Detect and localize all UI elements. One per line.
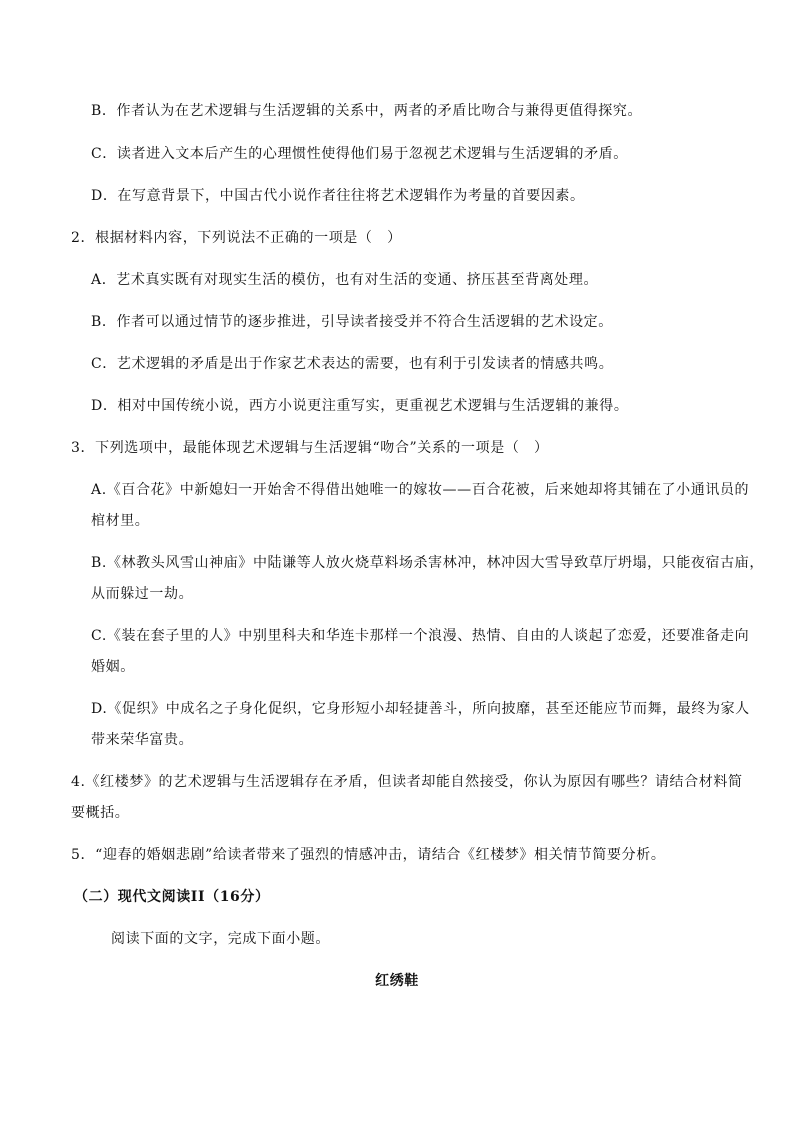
- story-title: 红绣鞋: [375, 973, 419, 989]
- q3-option-b-line2: 从而躲过一劫。: [91, 586, 194, 602]
- q2-option-b: B．作者可以通过情节的逐步推进，引导读者接受并不符合生活逻辑的艺术设定。: [91, 314, 613, 330]
- q1-option-c: C．读者进入文本后产生的心理惯性使得他们易于忽视艺术逻辑与生活逻辑的矛盾。: [91, 146, 628, 162]
- q4-line1: 4.《红楼梦》的艺术逻辑与生活逻辑存在矛盾，但读者却能自然接受，你认为原因有哪些？请结合材料简: [71, 774, 743, 790]
- section-heading: （二）现代文阅读II（16分）: [74, 889, 270, 905]
- q5-stem: 5．“迎春的婚姻悲剧”给读者带来了强烈的情感冲击，请结合《红楼梦》相关情节简要分析。: [71, 847, 666, 863]
- q3-option-d-line2: 带来荣华富贵。: [91, 732, 194, 748]
- q4-line2: 要概括。: [71, 805, 130, 821]
- q1-option-d: D．在写意背景下，中国古代小说作者往往将艺术逻辑作为考量的首要因素。: [91, 188, 585, 204]
- q2-stem: 2．根据材料内容，下列说法不正确的一项是（ ）: [71, 230, 402, 246]
- q1-option-b: B．作者认为在艺术逻辑与生活逻辑的关系中，两者的矛盾比吻合与兼得更值得探究。: [91, 103, 643, 119]
- q3-option-d-line1: D.《促织》中成名之子身化促织，它身形短小却轻捷善斗，所向披靡，甚至还能应节而舞，最终为家人: [91, 701, 750, 717]
- q2-option-a: A．艺术真实既有对现实生活的模仿，也有对生活的变通、挤压甚至背离处理。: [91, 272, 599, 288]
- q3-option-c-line1: C.《装在套子里的人》中别里科夫和华连卡那样一个浪漫、热情、自由的人谈起了恋爱，还要准备走向: [91, 628, 750, 644]
- q3-option-a-line1: A.《百合花》中新媳妇一开始舍不得借出她唯一的嫁妆——百合花被，后来她却将其铺在了小通讯员的: [91, 482, 750, 498]
- q3-option-b-line1: B.《林教头风雪山神庙》中陆谦等人放火烧草料场杀害林冲，林冲因大雪导致草厅坍塌，只能夜宿古庙，: [91, 555, 764, 571]
- q3-stem: 3．下列选项中，最能体现艺术逻辑与生活逻辑“吻合”关系的一项是（ ）: [71, 440, 549, 456]
- q2-option-d: D．相对中国传统小说，西方小说更注重写实，更重视艺术逻辑与生活逻辑的兼得。: [91, 398, 629, 414]
- q2-option-c: C．艺术逻辑的矛盾是出于作家艺术表达的需要，也有利于引发读者的情感共鸣。: [91, 356, 614, 372]
- q3-option-a-line2: 棺材里。: [91, 513, 150, 529]
- reading-instruction: 阅读下面的文字，完成下面小题。: [111, 931, 330, 947]
- q3-option-c-line2: 婚姻。: [91, 659, 135, 675]
